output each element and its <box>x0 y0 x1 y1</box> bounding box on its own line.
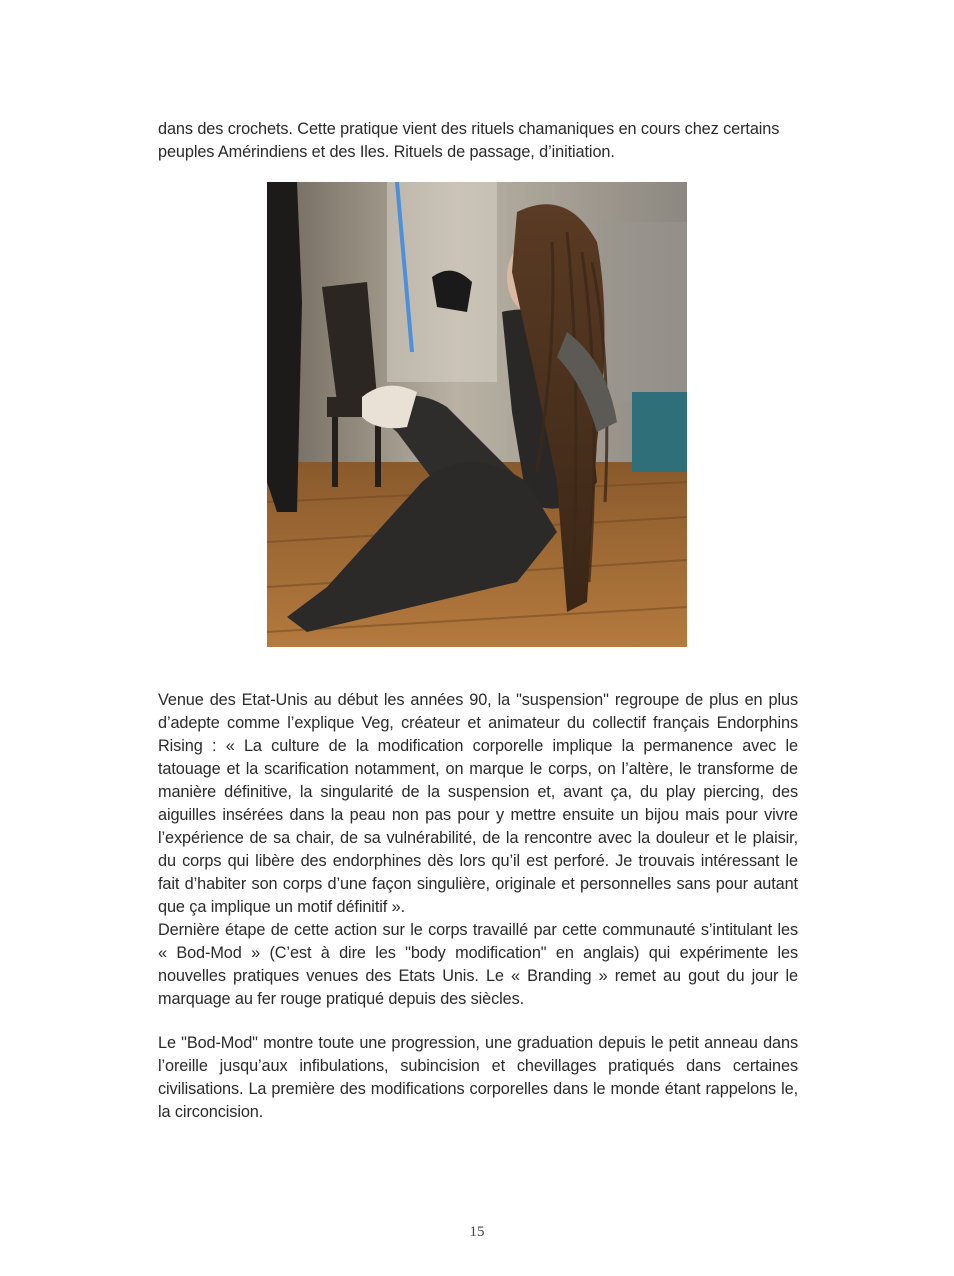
paragraph-bod-mod-branding: Dernière étape de cette action sur le corps travaillé par cette communauté s’intitulant les « Bod-Mod » (C’est à dire les "body modification" en anglais) qui expérimente les nouvelles pratiques venues des Etats Unis. Le « Branding » remet au gout du jour le marquage au fer rouge pratiqué depuis des siècles. <box>158 921 798 1008</box>
page-number: 15 <box>469 1224 485 1240</box>
paragraph-progression: Le "Bod-Mod" montre toute une progression, une graduation depuis le petit anneau dans l’oreille jusqu’aux infibulations, subincision et chevillages pratiqués dans certaines civilisations. La première des modifications corporelles dans le monde étant rappelons le, la circoncision. <box>158 1034 798 1121</box>
suspension-photo <box>267 182 687 647</box>
paragraph-quote: Venue des Etat-Unis au début les années 90, la "suspension" regroupe de plus en plus d’adepte comme l’explique Veg, créateur et animateur du collectif français Endorphins Rising : « La culture de la modification corporelle implique la permanence avec le tatouage et la scarification notamment, on marque le corps, on l’altère, le transforme de manière définitive, la singularité de la suspension et, avant ça, du play piercing, des aiguilles insérées dans la peau non pas pour y mettre ensuite un bijou mais pour vivre l’expérience de sa chair, de sa vulnérabilité, de la rencontre avec la douleur et le plaisir, du corps qui libère des endorphines dès lors qu’il est perforé. Je trouvais intéressant le fait d’habiter son corps d’une façon singulière, originale et personnelles sans pour autant que ça implique un motif définitif ». <box>158 691 798 916</box>
paragraph-intro: dans des crochets. Cette pratique vient des rituels chamaniques en cours chez certains peuples Amérindiens et des Iles. Rituels de passage, d’initiation. <box>158 120 780 161</box>
paragraph-suspension <box>158 689 798 1011</box>
